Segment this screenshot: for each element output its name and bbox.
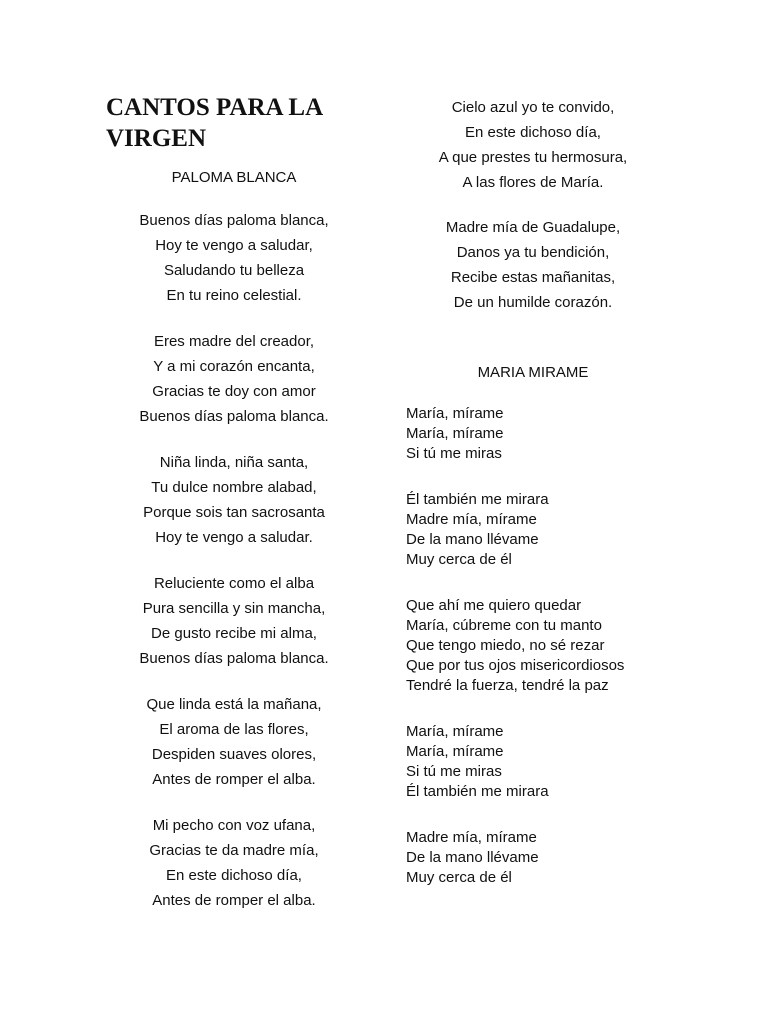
verse-line: De la mano llévame [406, 849, 539, 866]
verse-line: A que prestes tu hermosura, [438, 149, 628, 166]
verse-line: Despiden suaves olores, [151, 746, 317, 763]
stanza-4 [106, 571, 362, 671]
verse-line: En tu reino celestial. [166, 287, 302, 304]
verse-line: Saludando tu belleza [163, 262, 305, 279]
verse-line: María, mírame [406, 405, 504, 422]
verse-line: María, mírame [406, 425, 504, 442]
verse-line: En este dichoso día, [166, 867, 302, 884]
verse-line: El aroma de las flores, [159, 721, 309, 738]
right-column [398, 95, 668, 914]
stanza-2 [106, 329, 362, 429]
verse-line: Buenos días paloma blanca. [139, 408, 329, 425]
verse-line: Danos ya tu bendición, [456, 244, 610, 261]
stanza-mm-1 [406, 404, 668, 464]
verse-line: María, cúbreme con tu manto [406, 617, 602, 634]
verse-line: Que por tus ojos misericordiosos [406, 657, 625, 674]
stanza-5 [106, 692, 362, 792]
verse-line: Que linda está la mañana, [146, 696, 322, 713]
verse-line: Eres madre del creador, [153, 333, 315, 350]
verse-line: Tendré la fuerza, tendré la paz [406, 677, 609, 694]
verse-line: Madre mía, mírame [406, 829, 537, 846]
stanza-mm-5 [406, 828, 668, 888]
stanza-7 [398, 95, 668, 195]
verse-line: Buenos días paloma blanca, [139, 212, 329, 229]
verse-line: De la mano llévame [406, 531, 539, 548]
verse-line: María, mírame [406, 743, 504, 760]
stanza-mm-3 [406, 596, 668, 696]
verse-line: Pura sencilla y sin mancha, [142, 600, 326, 617]
song-title-paloma-blanca: PALOMA BLANCA [171, 169, 297, 186]
verse-line: Él también me mirara [406, 491, 549, 508]
verse-line: Cielo azul yo te convido, [451, 99, 615, 116]
verse-line: Muy cerca de él [406, 869, 512, 886]
verse-line: Si tú me miras [406, 445, 502, 462]
verse-line: En este dichoso día, [465, 124, 601, 141]
verse-line: Reluciente como el alba [153, 575, 315, 592]
verse-line: Tu dulce nombre alabad, [151, 479, 317, 496]
verse-line: Antes de romper el alba. [152, 771, 316, 788]
stanza-mm-4 [406, 722, 668, 802]
verse-line: Hoy te vengo a saludar. [155, 529, 313, 546]
verse-line: Madre mía, mírame [406, 511, 537, 528]
left-column [106, 92, 362, 934]
verse-line: Recibe estas mañanitas, [450, 269, 616, 286]
document-title: CANTOS PARA LA VIRGEN [106, 94, 322, 152]
verse-line: Buenos días paloma blanca. [139, 650, 329, 667]
verse-line: Niña linda, niña santa, [159, 454, 309, 471]
song-title-maria-mirame: MARIA MIRAME [477, 364, 589, 381]
verse-line: Y a mi corazón encanta, [153, 358, 315, 375]
verse-line: Gracias te da madre mía, [149, 842, 319, 859]
stanza-6 [106, 813, 362, 913]
verse-line: Que ahí me quiero quedar [406, 597, 582, 614]
verse-line: Madre mía de Guadalupe, [445, 219, 621, 236]
stanza-8 [398, 215, 668, 315]
verse-line: Mi pecho con voz ufana, [152, 817, 316, 834]
verse-line: Gracias te doy con amor [152, 383, 316, 400]
verse-line: Él también me mirara [406, 783, 549, 800]
stanza-3 [106, 450, 362, 550]
stanza-1 [106, 208, 362, 308]
verse-line: Porque sois tan sacrosanta [143, 504, 325, 521]
verse-line: Muy cerca de él [406, 551, 512, 568]
verse-line: De gusto recibe mi alma, [151, 625, 317, 642]
verse-line: A las flores de María. [462, 174, 604, 191]
verse-line: Antes de romper el alba. [152, 892, 316, 909]
verse-line: Que tengo miedo, no sé rezar [406, 637, 605, 654]
verse-line: Hoy te vengo a saludar, [155, 237, 313, 254]
verse-line: Si tú me miras [406, 763, 502, 780]
verse-line: De un humilde corazón. [453, 294, 613, 311]
stanza-mm-2 [406, 490, 668, 570]
verse-line: María, mírame [406, 723, 504, 740]
